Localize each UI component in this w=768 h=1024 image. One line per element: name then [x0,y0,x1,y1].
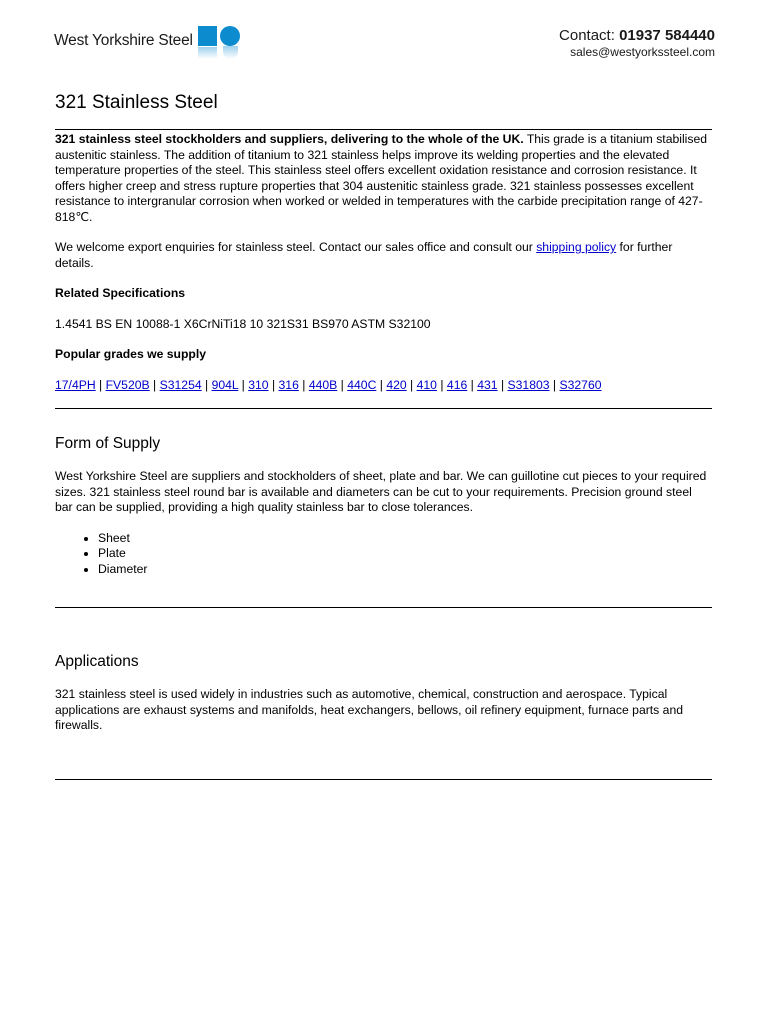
grade-separator: | [238,377,249,392]
related-specifications: 1.4541 BS EN 10088-1 X6CrNiTi18 10 321S31 BS970 ASTM S32100 [55,316,431,331]
grade-link[interactable]: 310 [248,377,269,392]
grade-separator: | [436,377,447,392]
form-of-supply-text: West Yorkshire Steel are suppliers and stockholders of sheet, plate and bar. We can guillotine cut pieces to your required sizes. 321 stainless steel round bar is available and diameters can be cut to your requirements. Precision ground steel bar can be supplied, providing a high quality stainless bar to close tolerances. [55,469,707,514]
shipping-policy-link[interactable]: shipping policy [536,240,617,254]
related-specifications-heading: Related Specifications [55,286,186,300]
grade-link[interactable]: 17/4PH [55,377,96,392]
page-title: 321 Stainless Steel [55,92,218,113]
grade-link[interactable]: S31803 [507,377,550,392]
supply-list [55,531,712,578]
contact-phone[interactable]: 01937 584440 [619,27,715,44]
export-text-before: We welcome export enquiries for stainless steel. Contact our sales office and consult our [55,240,537,254]
grade-link[interactable]: 431 [477,377,498,392]
grade-separator: | [298,377,309,392]
grade-link[interactable]: 440B [308,377,338,392]
page-header [0,0,768,80]
grade-link[interactable]: 316 [278,377,299,392]
export-text-after: for further details. [55,240,673,270]
grade-link[interactable]: S31254 [159,377,202,392]
grade-separator: | [95,377,106,392]
contact-email[interactable]: sales@westyorkssteel.com [570,45,715,59]
contact-phone-line [559,27,715,44]
contact-label: Contact: [559,27,615,44]
grade-separator: | [337,377,348,392]
divider [55,779,712,780]
grade-link[interactable]: FV520B [105,377,150,392]
contact-block [559,27,715,59]
supply-list-item: • Sheet [98,531,712,547]
supply-list-item: • Plate [98,546,712,562]
supply-list-item: • Diameter [98,562,712,578]
grade-link[interactable]: 416 [446,377,468,392]
grade-link[interactable]: 904L [211,377,239,392]
intro-text: This grade is a titanium stabilised austenitic stainless. The addition of titanium to 321 stainless helps improve its welding properties and the elevated temperature properties of the steel. This stainless steel offers excellent oxidation resistance and corrosion resistance. It offers higher creep and stress rupture properties that 304 austenitic stainless grade. 321 stainless possesses excellent resistance to intergranular corrosion when worked or welded in temperatures with the carbide precipitation range of 427-818℃. [55,132,708,224]
brand-name: West Yorkshire Steel [54,32,193,49]
grade-link[interactable]: 440C [347,377,377,392]
intro-paragraph [55,132,712,225]
grade-separator: | [406,377,417,392]
grade-separator: | [268,377,279,392]
grade-link[interactable]: 410 [416,377,437,392]
form-of-supply-heading: Form of Supply [55,435,161,452]
grade-separator: | [549,377,560,392]
applications-text: 321 stainless steel is used widely in industries such as automotive, chemical, construction and aerospace. Typical applications are exhaust systems and manifolds, heat exchangers, bellows, oil refinery equipment, furnace parts and firewalls. [55,687,684,732]
divider [55,129,712,130]
grade-separator: | [149,377,160,392]
intro-bold: 321 stainless steel stockholders and suppliers, delivering to the whole of the UK. [55,132,524,146]
main-content [55,92,712,780]
grade-separator: | [497,377,508,392]
company-logo-icon [198,26,242,60]
grade-link[interactable]: S32760 [559,377,602,392]
export-paragraph [55,240,712,271]
popular-grades-heading: Popular grades we supply [55,347,207,361]
grade-separator: | [376,377,387,392]
grade-separator: | [201,377,212,392]
applications-heading: Applications [55,653,139,670]
popular-grades-list [55,378,712,394]
grade-separator: | [467,377,478,392]
grade-link[interactable]: 420 [386,377,407,392]
brand[interactable] [54,26,242,60]
